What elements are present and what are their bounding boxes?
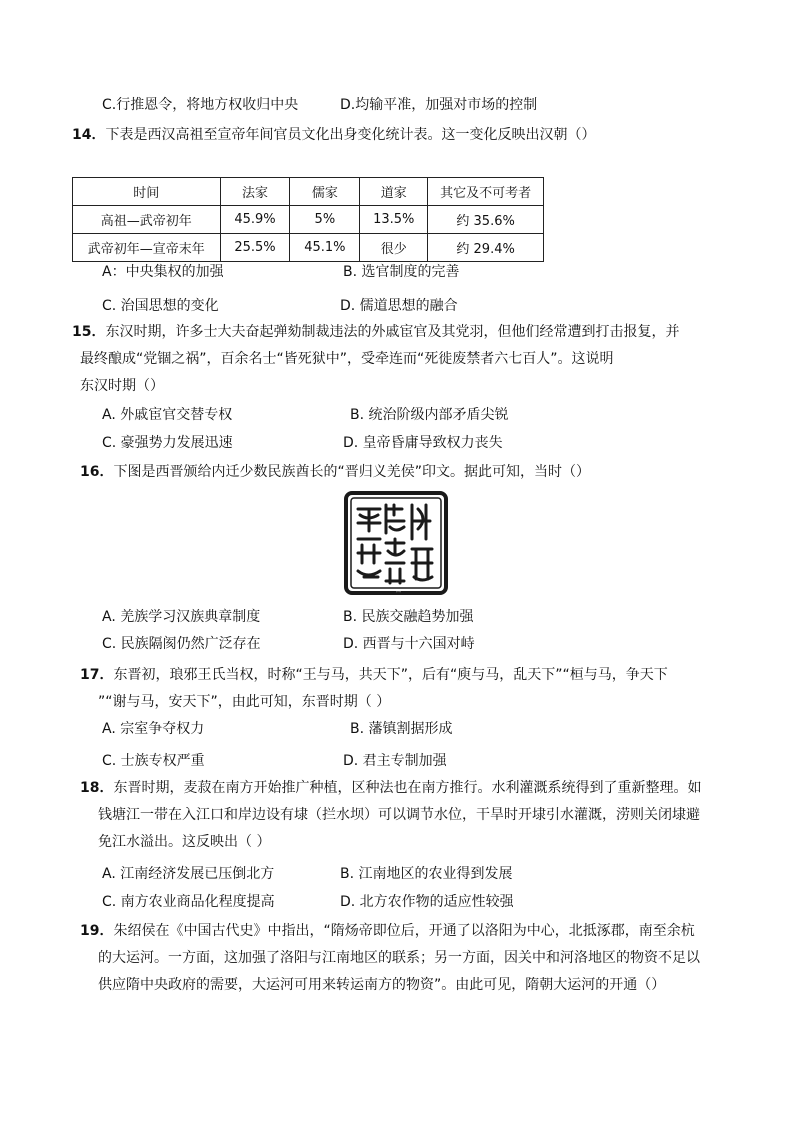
question-number: 19．: [80, 923, 114, 939]
table-cell: 很少: [360, 234, 428, 262]
option-b[interactable]: B. 统治阶级内部矛盾尖锐: [350, 407, 509, 423]
option-c[interactable]: C. 治国思想的变化: [102, 298, 219, 314]
option-b[interactable]: B. 江南地区的农业得到发展: [340, 866, 513, 882]
table-header: 儒家: [290, 178, 360, 206]
option-a[interactable]: A. 宗室争夺权力: [102, 721, 205, 737]
option-a[interactable]: A. 羌族学习汉族典章制度: [102, 609, 261, 625]
question-text: 东汉时期（）: [80, 378, 164, 394]
option-b[interactable]: B. 民族交融趋势加强: [343, 609, 474, 625]
table-header: 时间: [73, 178, 221, 206]
table-cell: 13.5%: [360, 206, 428, 234]
question-number: 16．: [80, 464, 114, 480]
question-text: 的大运河。一方面，这加强了洛阳与江南地区的联系；另一方面，因关中和河洛地区的物资不足以: [98, 950, 700, 966]
table-cell: 约 35.6%: [428, 206, 544, 234]
option-c[interactable]: C. 民族隔阂仍然广泛存在: [102, 636, 261, 652]
seal-text: 晋归义羌侯: [396, 592, 401, 593]
question-19: [80, 921, 695, 941]
option-a[interactable]: A. 江南经济发展已压倒北方: [102, 866, 275, 882]
option-d[interactable]: D. 西晋与十六国对峙: [343, 636, 475, 652]
option-d[interactable]: D. 君主专制加强: [343, 753, 447, 769]
question-text: 东汉时期，许多士大夫奋起弹劾制裁违法的外戚宦官及其党羽，但他们经常遭到打击报复，并: [105, 324, 680, 340]
question-number: 18．: [80, 780, 114, 796]
option-c[interactable]: C. 豪强势力发展迅速: [102, 435, 233, 451]
table-cell: 45.1%: [290, 234, 360, 262]
question-14: [72, 125, 595, 145]
question-text: 下图是西晋颁给内迁少数民族酋长的“晋归义羌侯”印文。据此可知，当时（）: [113, 464, 590, 480]
question-18: [80, 778, 701, 798]
table-cell: 武帝初年—宣帝末年: [73, 234, 221, 262]
question-text: 最终酿成“党锢之祸”，百余名士“皆死狱中”，受牵连而“死徙废禁者六七百人”。这说明: [80, 351, 614, 367]
question-text: 东晋初，琅邪王氏当权，时称“王与马，共天下”，后有“庾与马，乱天下”“桓与马，争天下: [113, 667, 668, 683]
question-text: 免江水溢出。这反映出（ ）: [98, 834, 271, 850]
option-b[interactable]: B. 选官制度的完善: [343, 264, 460, 280]
option-a[interactable]: A：中央集权的加强: [102, 264, 224, 280]
question-number: 14．: [72, 127, 106, 143]
question-text: 朱绍侯在《中国古代史》中指出，“隋炀帝即位后，开通了以洛阳为中心，北抵涿郡，南至余杭: [113, 923, 695, 939]
table-row: [73, 234, 544, 262]
option-d[interactable]: D.均输平准，加强对市场的控制: [340, 97, 538, 113]
table-cell: 45.9%: [220, 206, 290, 234]
option-a[interactable]: A. 外戚宦官交替专权: [102, 407, 233, 423]
table-row: [73, 206, 544, 234]
option-c[interactable]: C. 南方农业商品化程度提高: [102, 894, 275, 910]
table-cell: 5%: [290, 206, 360, 234]
question-16: [80, 462, 590, 482]
question-number: 15．: [72, 324, 106, 340]
table-header-row: [73, 178, 544, 206]
option-c[interactable]: C.行推恩令，将地方权收归中央: [102, 97, 299, 113]
option-c[interactable]: C. 士族专权严重: [102, 753, 205, 769]
table-cell: 25.5%: [220, 234, 290, 262]
question-text: 供应隋中央政府的需要，大运河可用来转运南方的物资”。由此可见，隋朝大运河的开通（）: [98, 977, 666, 993]
table-cell: 约 29.4%: [428, 234, 544, 262]
table-header: 道家: [360, 178, 428, 206]
table-header: 其它及不可考者: [428, 178, 544, 206]
question-text: 钱塘江一带在入江口和岸边设有埭（拦水坝）可以调节水位，干旱时开埭引水灌溉，涝则关闭埭避: [98, 807, 700, 823]
seal-icon: [344, 491, 448, 595]
table-cell: 高祖—武帝初年: [73, 206, 221, 234]
option-b[interactable]: B. 藩镇割据形成: [350, 721, 453, 737]
question-17: [80, 665, 668, 685]
table-header: 法家: [220, 178, 290, 206]
question-text: 东晋时期，麦菽在南方开始推广种植，区种法也在南方推行。水利灌溉系统得到了重新整理。如: [113, 780, 702, 796]
question-text: ”“谢与马，安天下”，由此可知，东晋时期（ ）: [98, 694, 391, 710]
option-d[interactable]: D. 儒道思想的融合: [340, 298, 458, 314]
option-d[interactable]: D. 皇帝昏庸导致权力丧失: [343, 435, 503, 451]
question-text: 下表是西汉高祖至宣帝年间官员文化出身变化统计表。这一变化反映出汉朝（）: [105, 127, 596, 143]
question-15: [72, 322, 679, 342]
stats-table: [72, 177, 544, 262]
option-d[interactable]: D. 北方农作物的适应性较强: [340, 894, 514, 910]
seal-image: [344, 491, 448, 595]
question-number: 17．: [80, 667, 114, 683]
